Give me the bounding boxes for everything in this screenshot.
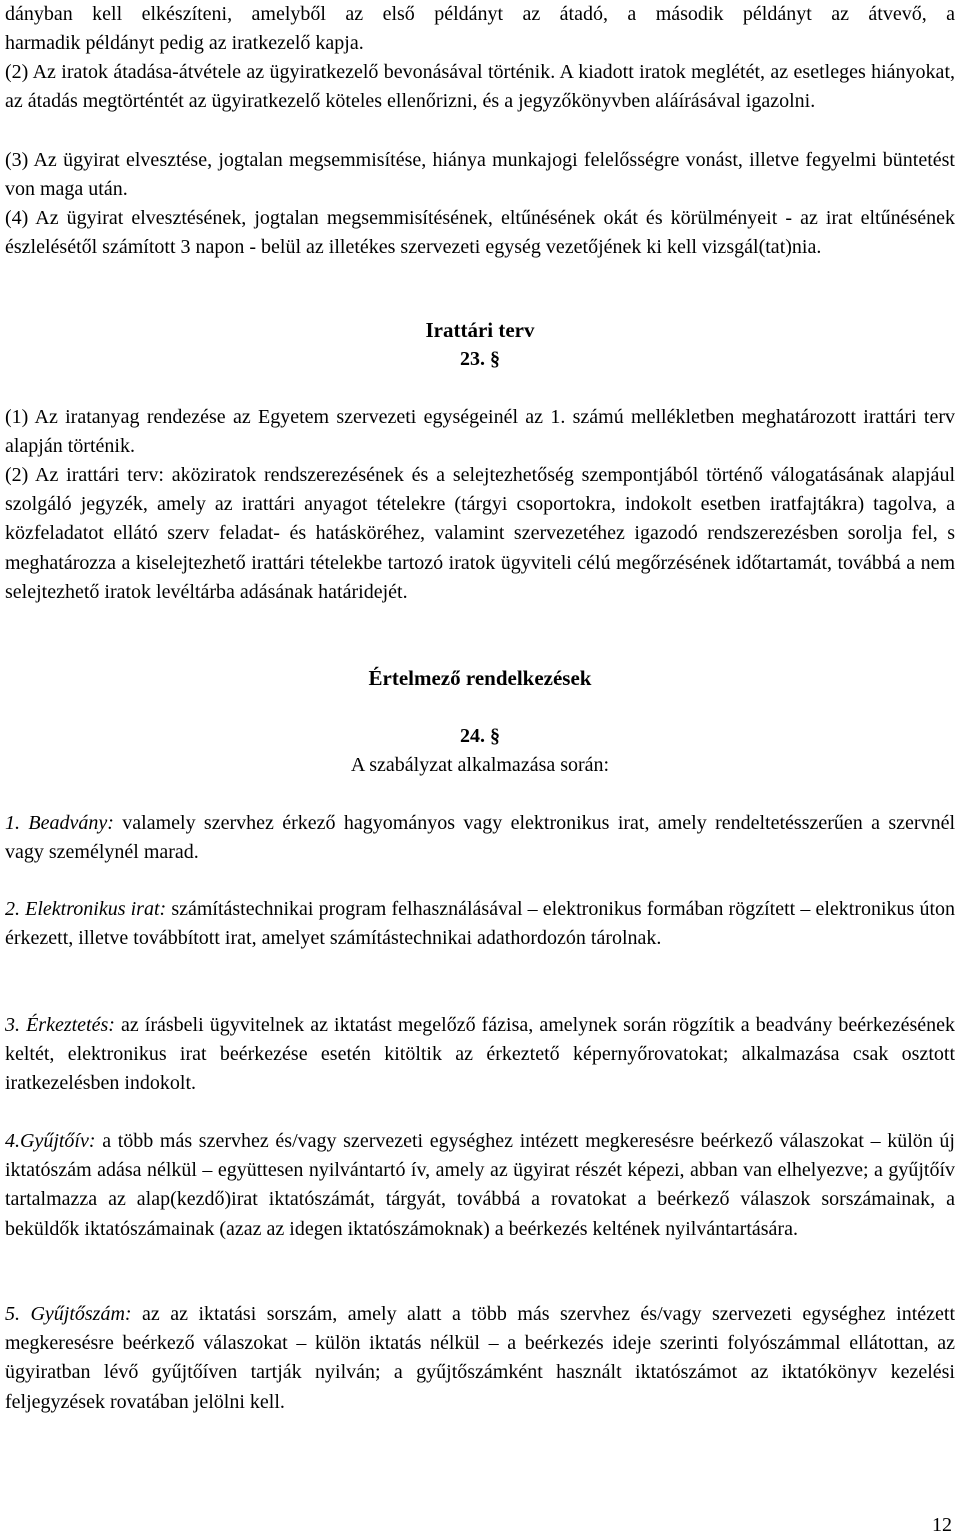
paragraph-4: (4) Az ügyirat elvesztésének, jogtalan megsemmisítésének, eltűnésének okát és körülményeit - az irat eltűnésének észlelésétől számított 3 napon - belül az illetékes szervezeti egység vezetőjének ki kell vizsgál(tat)nia.: [5, 207, 955, 259]
definition-term: Gyűjtőív:: [20, 1130, 96, 1152]
definition-num: 5.: [5, 1303, 20, 1325]
paragraph-2: (2) Az iratok átadása-átvétele az ügyiratkezelő bevonásával történik. A kiadott iratok meglétét, az esetleges hiányokat, az átadás megtörténtét az ügyiratkezelő köteles ellenőrizni, és a jegyzőkönyvben aláírásával igazolni.: [5, 61, 955, 113]
paragraph-3: (3) Az ügyirat elvesztése, jogtalan megsemmisítése, hiánya munkajogi felelősségre vonást, illetve fegyelmi büntetést von maga után.: [5, 149, 955, 201]
definition-num: 3.: [5, 1014, 20, 1036]
definition-term: Érkeztetés:: [26, 1014, 115, 1036]
section-title-ertelmezo: Értelmező rendelkezések: [368, 666, 592, 690]
definition-text: a több más szervhez és/vagy szervezeti egységhez intézett megkeresésre beérkező válaszokat – külön új iktatószám adása nélkül – együttesen nyilvántartó ív, amely az ügyirat részét képezi, abban van elhelyezve; a gyűjtőív tartalmazza az alap(kezdő)irat iktatószámát, tárgyát, továbbá a rovatokat a beérkező válaszok sorszámainak, a beküldők iktatószámainak (azaz az idegen iktatószámoknak) a beérkezés keltének nyilvántartására.: [5, 1130, 955, 1240]
definition-num: 2.: [5, 898, 20, 920]
section2-intro: A szabályzat alkalmazása során:: [350, 754, 610, 776]
definition-item-2: [5, 895, 955, 953]
definition-text: az az iktatási sorszám, amely alatt a több más szervhez és/vagy szervezeti egységhez intézett megkeresésre beérkező válaszokat – külön iktatás nélkül – a beérkezés ideje szerinti folyószámmal ellátottan, az ügyiratban lévő gyűjtőíven tartják nyilván; a gyűjtőszámként használt iktatószámot az iktatókönyv kezelési feljegyzések rovatában jelölni kell.: [5, 1303, 955, 1413]
definition-item-3: [5, 1011, 955, 1099]
section-number-23: 23. §: [460, 348, 500, 370]
definition-item-5: [5, 1300, 955, 1417]
definition-num: 4.: [5, 1130, 20, 1152]
continuation-line-2: harmadik példányt pedig az iratkezelő kapja.: [5, 32, 364, 54]
section1-paragraph-1: (1) Az iratanyag rendezése az Egyetem szervezeti egységeinél az 1. számú mellékletben meghatározott irattári terv alapján történik.: [5, 406, 955, 458]
definition-item-1: [5, 809, 955, 867]
section1-paragraph-2: (2) Az irattári terv: aköziratok rendszerezésének és a selejtezhetőség szempontjából történő válogatásának alapjául szolgáló jegyzék, amely az irattári anyagot tételekre (tárgyi csoportokra, indokolt esetben iratfajtákra) tagolva, a közfeladatot ellátó szerv feladat- és hatásköréhez, valamint szervezetéhez igazodó rendszerezésben sorolja fel, s meghatározza a kiselejtezhető irattári tételekbe tartozó iratok ügyviteli célú megőrzésének időtartamát, továbbá a nem selejtezhető iratok levéltárba adásának határidejét.: [5, 464, 955, 603]
page-number: 12: [932, 1514, 952, 1536]
definition-num: 1.: [5, 812, 20, 834]
section-number-24: 24. §: [460, 725, 500, 747]
definition-term: Elektronikus irat:: [25, 898, 167, 920]
definition-term: Beadvány:: [28, 812, 114, 834]
definition-item-4: [5, 1127, 955, 1244]
definition-text: az írásbeli ügyvitelnek az iktatást megelőző fázisa, amelynek során rögzítik a beadvány beérkezésének keltét, elektronikus irat beérkezése esetén kitöltik az érkeztető képernyőrovatokat; alkalmazása csak osztott iratkezelésben indokolt.: [5, 1014, 955, 1095]
definition-text: valamely szervhez érkező hagyományos vagy elektronikus irat, amely rendeltetésszerűen a szervnél vagy személynél marad.: [5, 812, 956, 864]
definition-text: számítástechnikai program felhasználásával – elektronikus formában rögzített – elektronikus úton érkezett, illetve továbbított irat, amelyet számítástechnikai adathordozón tárolnak.: [5, 898, 956, 950]
continuation-line-1: dányban kell elkészíteni, amelyből az első példányt az átadó, a második példányt az átvevő, a: [5, 3, 955, 25]
definition-term: Gyűjtőszám:: [30, 1303, 132, 1325]
section-title-irattari-terv: Irattári terv: [425, 318, 535, 342]
